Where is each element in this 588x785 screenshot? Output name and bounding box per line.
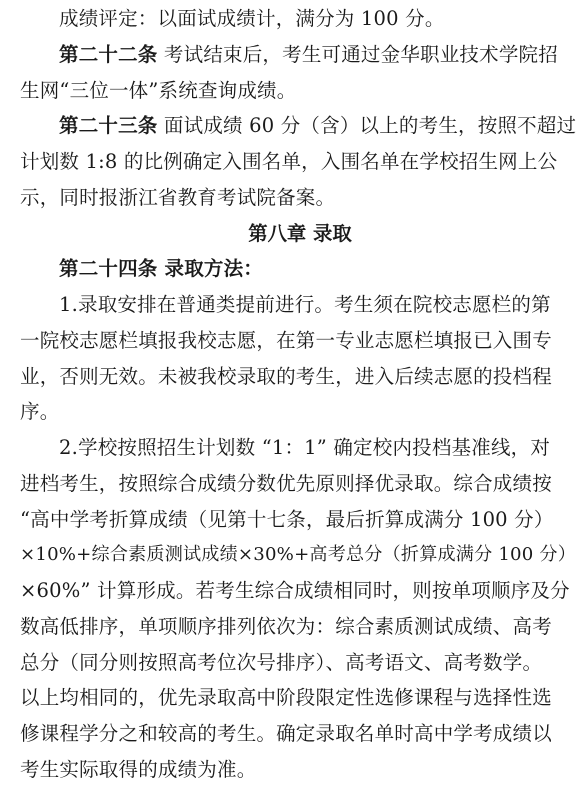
paragraph-text: 考试结束后，考生可通过金华职业技术学院招 xyxy=(163,42,558,66)
paragraph-text: 考生实际取得的成绩为准。 xyxy=(20,758,257,781)
grading-line xyxy=(59,4,445,34)
paragraph-text: 一院校志愿栏填报我校志愿，在第一专业志愿栏填报已入围专 xyxy=(20,328,552,352)
article-22-label: 第二十二条 xyxy=(59,42,158,66)
paragraph-text: “高中学考折算成绩（见第十七条，最后折算成满分 100 分） xyxy=(20,507,554,531)
paragraph-text: ×10%+综合素质测试成绩×30%+高考总分（折算成满分 100 分） xyxy=(20,544,576,566)
article-22-line-1 xyxy=(59,40,558,70)
paragraph-text: 以上均相同的，优先录取高中阶段限定性选修课程与选择性选 xyxy=(20,686,552,710)
item-2-line-7 xyxy=(20,648,542,678)
paragraph-text: 数高低排序，单项顺序排列依次为：综合素质测试成绩、高考 xyxy=(20,614,552,638)
item-1-line-2 xyxy=(20,326,552,356)
item-2-line-9 xyxy=(20,719,552,749)
article-24-heading: 第二十四条 录取方法： xyxy=(59,257,263,281)
paragraph-text: ×60%” 计算形成。若考生综合成绩相同时，则按单项顺序及分 xyxy=(20,579,570,603)
paragraph-text: 生网“三位一体”系统查询成绩。 xyxy=(20,78,297,102)
item-1-line-1 xyxy=(59,290,551,320)
paragraph-text: 总分（同分则按照高考位次号排序）、高考语文、高考数学。 xyxy=(20,650,543,674)
item-2-line-3 xyxy=(20,505,554,535)
paragraph-text: 进档考生，按照综合成绩分数优先原则择优录取。综合成绩按 xyxy=(20,471,552,495)
item-2-line-5 xyxy=(20,576,570,606)
item-2-line-1 xyxy=(59,433,550,463)
article-23-line-3 xyxy=(20,183,335,213)
paragraph-text: 示，同时报浙江省教育考试院备案。 xyxy=(20,185,336,209)
paragraph-text: 业，否则无效。未被我校录取的考生，进入后续志愿的投档程 xyxy=(20,364,552,388)
item-2-line-10 xyxy=(20,755,256,785)
paragraph-text: 成绩评定：以面试成绩计，满分为 100 分。 xyxy=(59,7,445,30)
article-22-line-2 xyxy=(20,76,296,106)
item-2-line-2 xyxy=(20,469,552,499)
article-23-line-1 xyxy=(59,111,576,141)
chapter-8-heading: 第八章 录取 xyxy=(248,221,352,245)
paragraph-text: 2.学校按照招生计划数 “1：1” 确定校内投档基准线，对 xyxy=(59,436,551,460)
item-2-line-4 xyxy=(20,540,576,570)
item-2-line-8 xyxy=(20,683,552,713)
paragraph-text: 1.录取安排在普通类提前进行。考生须在院校志愿栏的第 xyxy=(59,293,551,317)
paragraph-text: 序。 xyxy=(20,400,60,424)
item-1-line-3 xyxy=(20,362,552,392)
paragraph-text: 计划数 1:8 的比例确定入围名单，入围名单在学校招生网上公 xyxy=(20,150,558,174)
item-1-line-4 xyxy=(20,397,59,427)
article-23-line-2 xyxy=(20,147,557,177)
paragraph-text: 修课程学分之和较高的考生。确定录取名单时高中学考成绩以 xyxy=(20,722,552,746)
item-2-line-6 xyxy=(20,612,552,642)
paragraph-text: 面试成绩 60 分（含）以上的考生，按照不超过 xyxy=(163,114,577,138)
article-23-label: 第二十三条 xyxy=(59,114,158,138)
